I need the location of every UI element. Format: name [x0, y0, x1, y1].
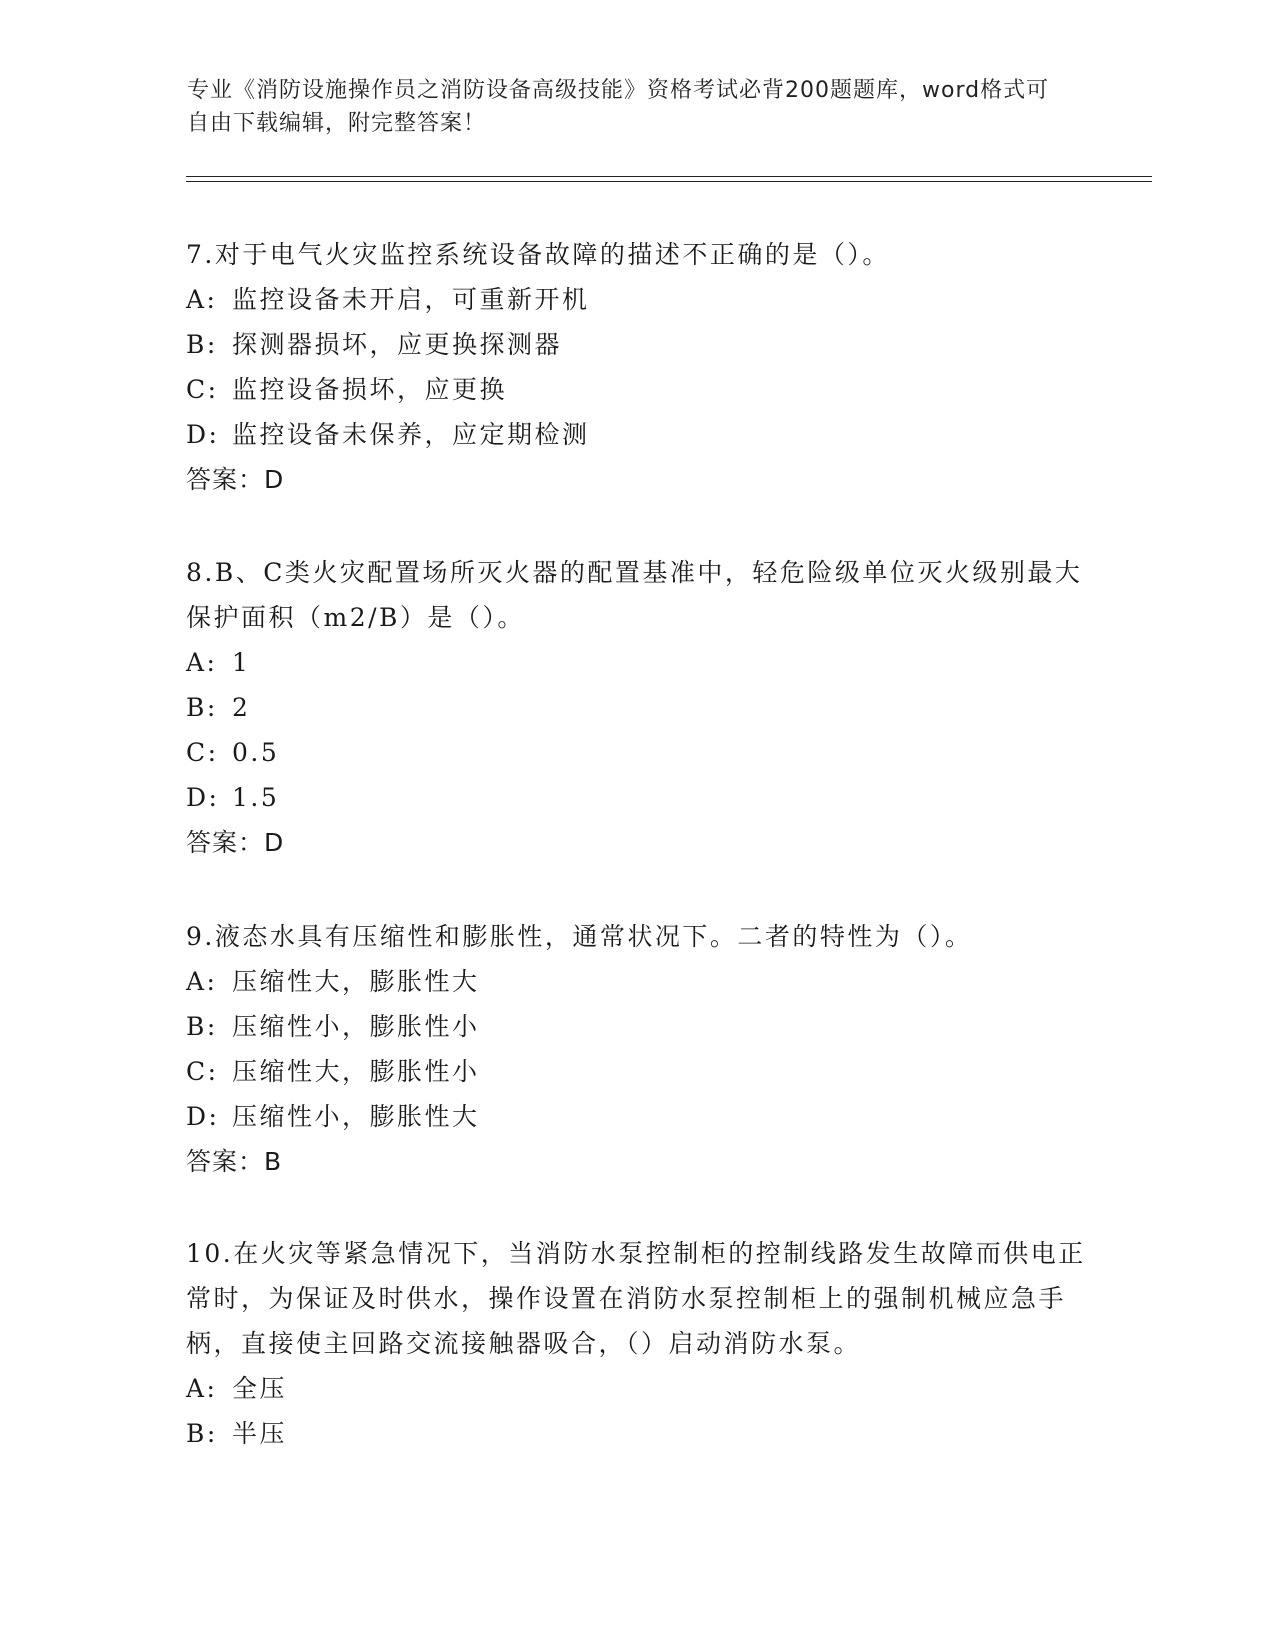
option-letter: B: — [186, 330, 218, 359]
option-d — [186, 412, 890, 457]
option-text: 全压 — [232, 1374, 288, 1403]
question-10 — [186, 1231, 1086, 1456]
option-a — [186, 959, 972, 1004]
question-9 — [186, 914, 972, 1184]
option-text: 1.5 — [232, 783, 280, 812]
question-text: 9.液态水具有压缩性和膨胀性，通常状况下。二者的特性为（）。 — [186, 922, 973, 951]
option-b — [186, 1411, 1086, 1456]
option-letter: C: — [186, 738, 219, 767]
answer-label: 答案： — [186, 828, 265, 857]
document-header: 专业《消防设施操作员之消防设备高级技能》资格考试必背200题题库，word格式可自由下载编辑，附完整答案！ — [187, 78, 1050, 136]
question-text: 10.在火灾等紧急情况下，当消防水泵控制柜的控制线路发生故障而供电正常时，为保证及时供水，操作设置在消防水泵控制柜上的强制机械应急手柄，直接使主回路交流接触器吸合，（）启动消防水泵。 — [186, 1239, 1086, 1358]
option-letter: B: — [186, 1012, 218, 1041]
option-c — [186, 730, 1086, 775]
option-text: 监控设备损坏，应更换 — [232, 375, 508, 404]
answer-value: B — [264, 1147, 283, 1176]
option-text: 2 — [232, 693, 251, 722]
option-letter: B: — [186, 1419, 218, 1448]
answer-label: 答案： — [186, 465, 265, 494]
answer-value: D — [264, 465, 285, 494]
option-letter: D: — [186, 420, 220, 449]
option-d — [186, 775, 1086, 820]
option-letter: D: — [186, 783, 220, 812]
question-text: 8.B、C类火灾配置场所灭火器的配置基准中，轻危险级单位灭火级别最大保护面积（m2/B）是（）。 — [186, 558, 1083, 632]
option-text: 1 — [232, 648, 251, 677]
question-text: 7.对于电气火灾监控系统设备故障的描述不正确的是（）。 — [186, 240, 890, 269]
question-7 — [186, 232, 890, 502]
option-letter: A: — [186, 285, 218, 314]
option-letter: C: — [186, 375, 219, 404]
answer-label: 答案： — [186, 1147, 265, 1176]
option-letter: A: — [186, 648, 218, 677]
answer-value: D — [264, 828, 285, 857]
option-letter: C: — [186, 1057, 219, 1086]
option-text: 监控设备未开启，可重新开机 — [232, 285, 590, 314]
option-b — [186, 1004, 972, 1049]
answer-line — [186, 820, 1086, 865]
option-text: 半压 — [232, 1419, 288, 1448]
option-letter: A: — [186, 1374, 218, 1403]
option-b — [186, 322, 890, 367]
header-divider-bottom — [186, 181, 1152, 182]
question-8 — [186, 550, 1086, 865]
option-a — [186, 640, 1086, 685]
option-text: 压缩性大，膨胀性小 — [232, 1057, 480, 1086]
option-c — [186, 367, 890, 412]
option-text: 压缩性小，膨胀性小 — [232, 1012, 480, 1041]
option-c — [186, 1049, 972, 1094]
option-text: 监控设备未保养，应定期检测 — [232, 420, 590, 449]
option-a — [186, 1366, 1086, 1411]
option-b — [186, 685, 1086, 730]
option-a — [186, 277, 890, 322]
option-letter: D: — [186, 1102, 220, 1131]
option-letter: A: — [186, 967, 218, 996]
answer-line — [186, 1139, 972, 1184]
option-text: 0.5 — [232, 738, 280, 767]
option-text: 压缩性小，膨胀性大 — [232, 1102, 480, 1131]
option-letter: B: — [186, 693, 218, 722]
option-text: 压缩性大，膨胀性大 — [232, 967, 480, 996]
answer-line — [186, 457, 890, 502]
header-divider-top — [186, 176, 1152, 177]
option-d — [186, 1094, 972, 1139]
option-text: 探测器损坏，应更换探测器 — [232, 330, 563, 359]
